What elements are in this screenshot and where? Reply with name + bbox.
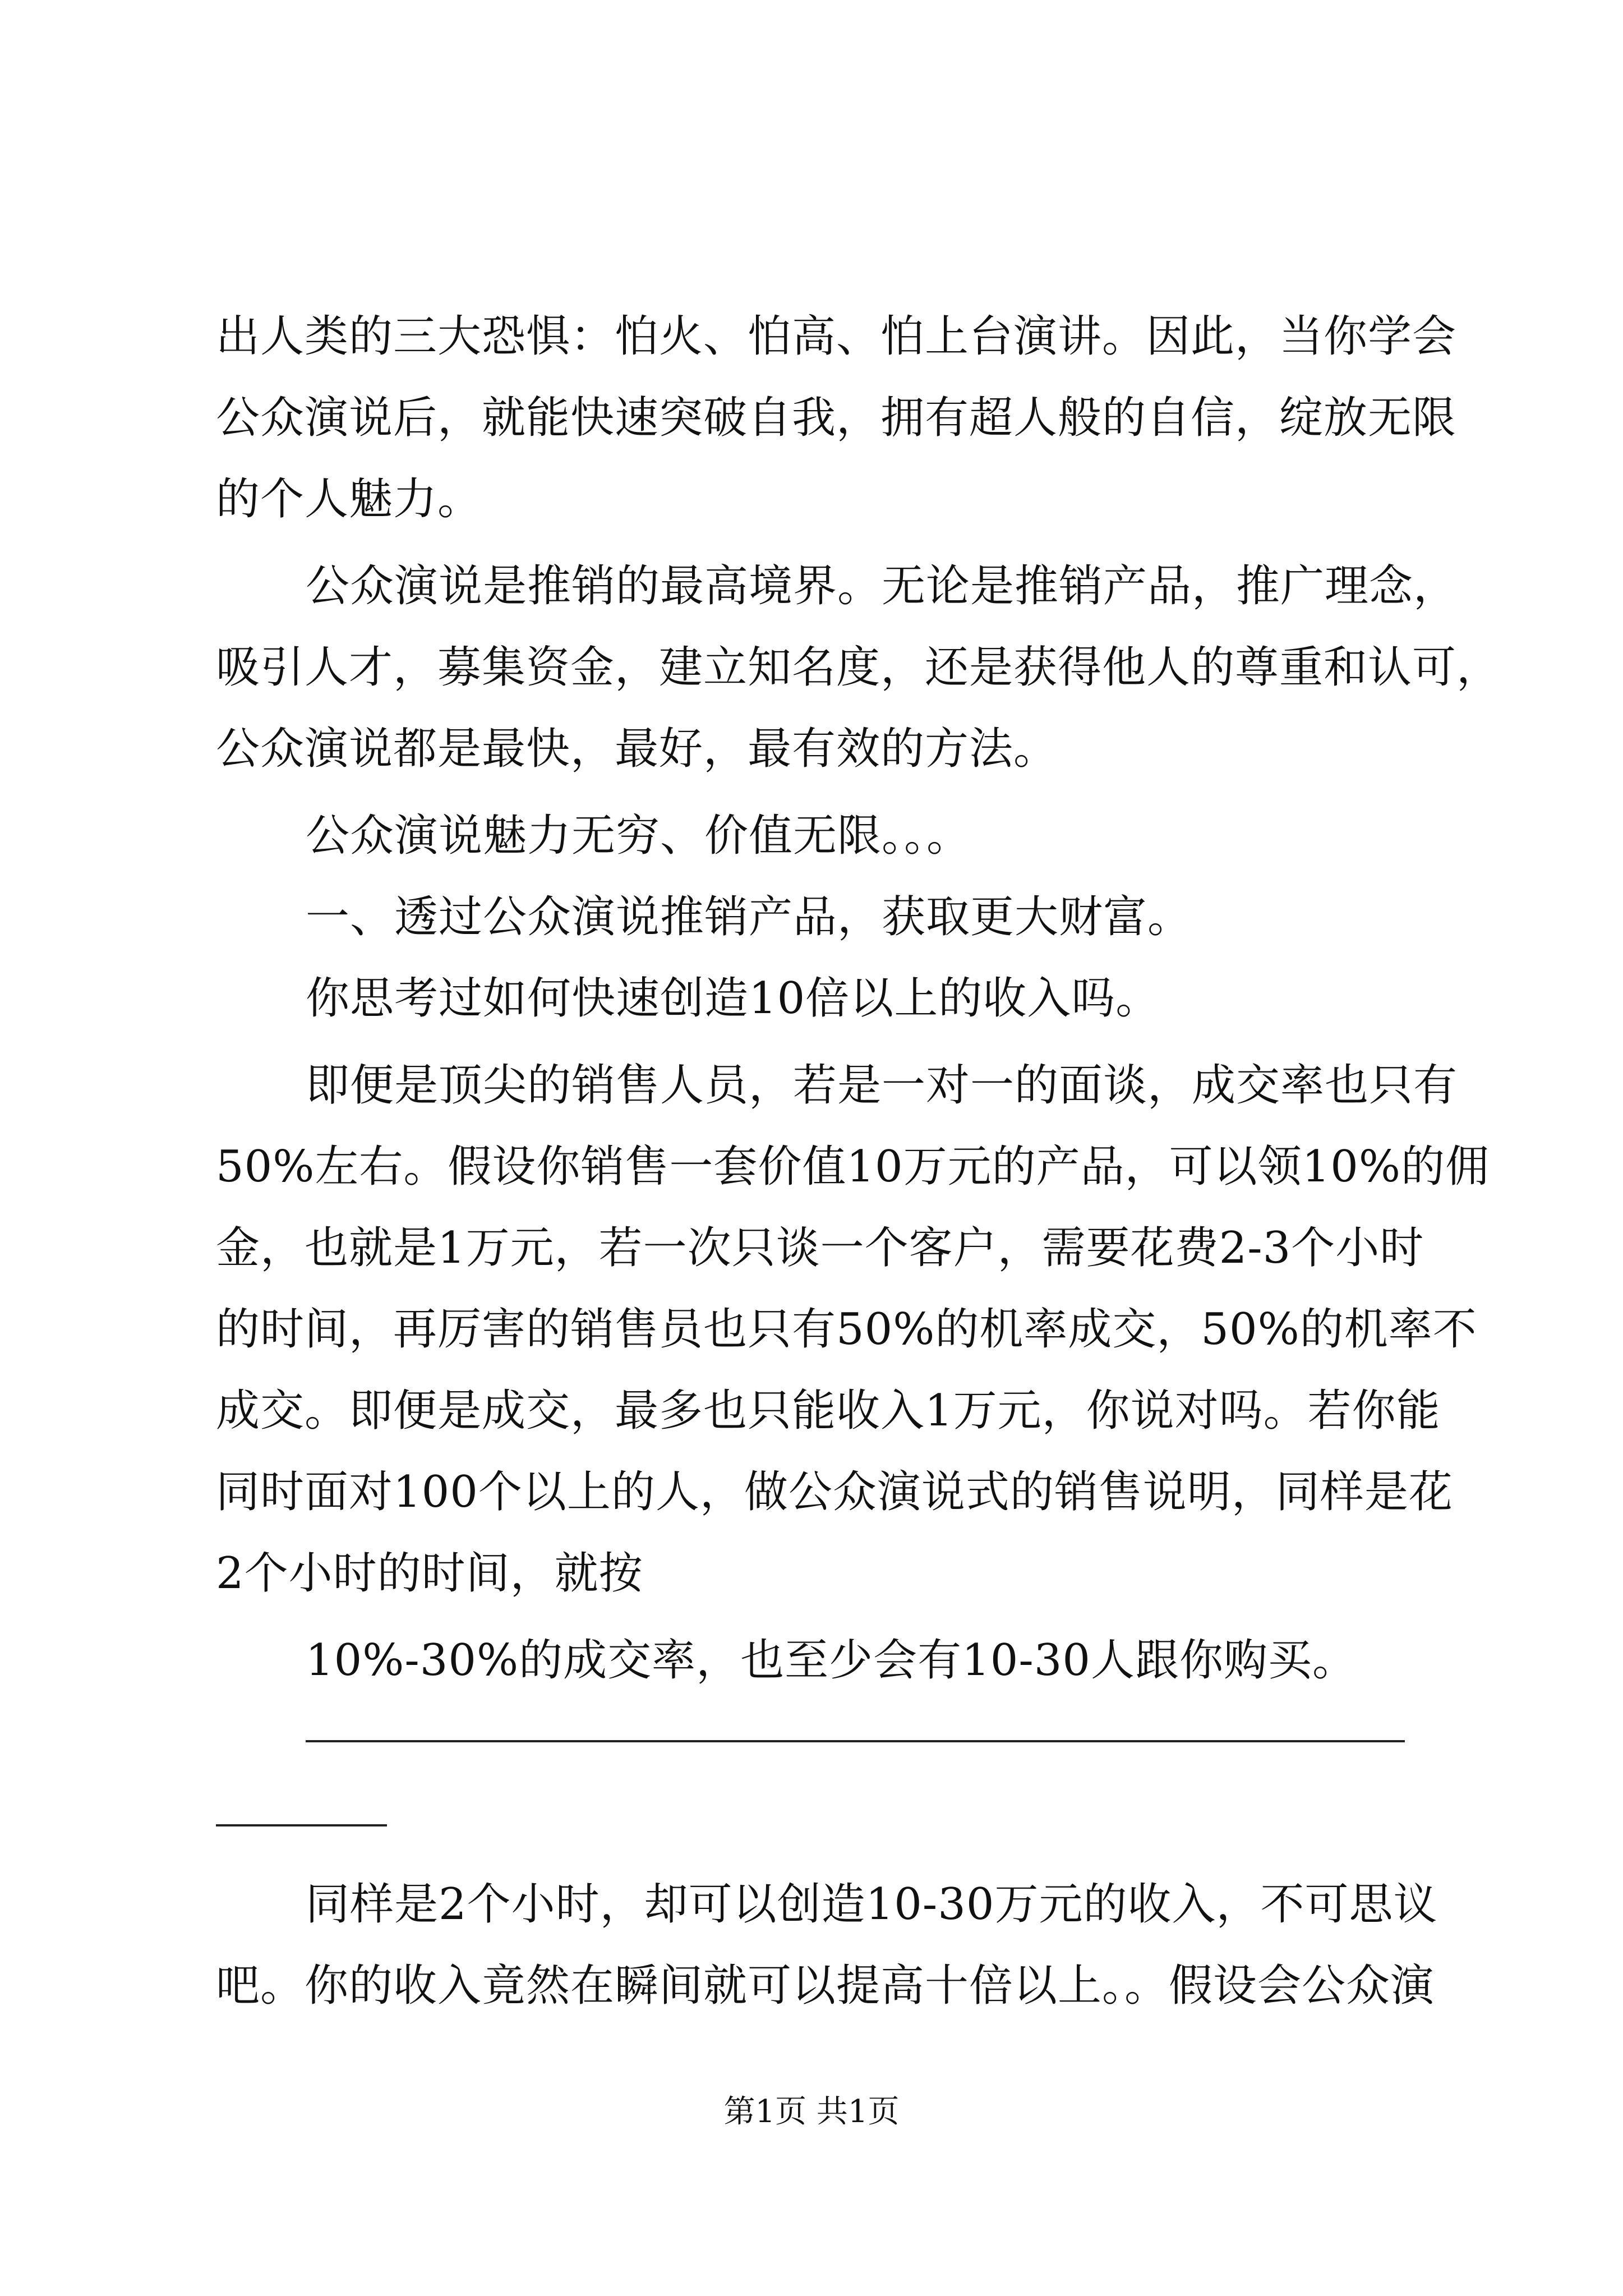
- separator-rule-short: [216, 1824, 387, 1826]
- body-line-7: 公众演说魅力无穷、价值无限。。。: [306, 811, 971, 861]
- body-line-2: 公众演说后，就能快速突破自我，拥有超人般的自信，绽放无限: [216, 393, 1457, 443]
- body-line-17: 10%-30%的成交率，也至少会有10-30人跟你购买。: [306, 1635, 1357, 1686]
- body-line-10: 即便是顶尖的销售人员，若是一对一的面谈，成交率也只有: [306, 1060, 1458, 1111]
- body-line-13: 的时间，再厉害的销售员也只有50%的机率成交，50%的机率不: [216, 1304, 1477, 1355]
- body-line-11: 50%左右。假设你销售一套价值10万元的产品，可以领10%的佣: [216, 1142, 1490, 1192]
- body-line-15: 同时面对100个以上的人，做公众演说式的销售说明，同样是花: [216, 1467, 1453, 1517]
- body-line-12: 金，也就是1万元，若一次只谈一个客户，需要花费2-3个小时: [216, 1223, 1424, 1273]
- body-line-18: 同样是2个小时，却可以创造10-30万元的收入，不可思议: [306, 1879, 1438, 1930]
- body-line-9: 你思考过如何快速创造10倍以上的收入吗。: [306, 973, 1160, 1024]
- body-line-3: 的个人魅力。: [216, 474, 482, 524]
- body-line-6: 公众演说都是最快，最好，最有效的方法。: [216, 724, 1058, 774]
- page-footer: 第1页 共1页: [723, 2093, 900, 2130]
- body-line-14: 成交。即便是成交，最多也只能收入1万元，你说对吗。若你能: [216, 1386, 1441, 1436]
- body-line-16: 2个小时的时间，就按: [216, 1548, 643, 1599]
- separator-rule-long: [306, 1740, 1405, 1742]
- section-heading: 一、透过公众演说推销产品，获取更大财富。: [306, 892, 1192, 942]
- body-line-19: 吧。你的收入竟然在瞬间就可以提高十倍以上。。假设会公众演: [216, 1961, 1435, 2011]
- body-line-1: 出人类的三大恐惧：怕火、怕高、怕上台演讲。因此，当你学会: [216, 311, 1457, 362]
- body-line-5: 吸引人才，募集资金，建立知名度，还是获得他人的尊重和认可，: [216, 642, 1501, 693]
- body-line-4: 公众演说是推销的最高境界。无论是推销产品，推广理念，: [306, 561, 1458, 611]
